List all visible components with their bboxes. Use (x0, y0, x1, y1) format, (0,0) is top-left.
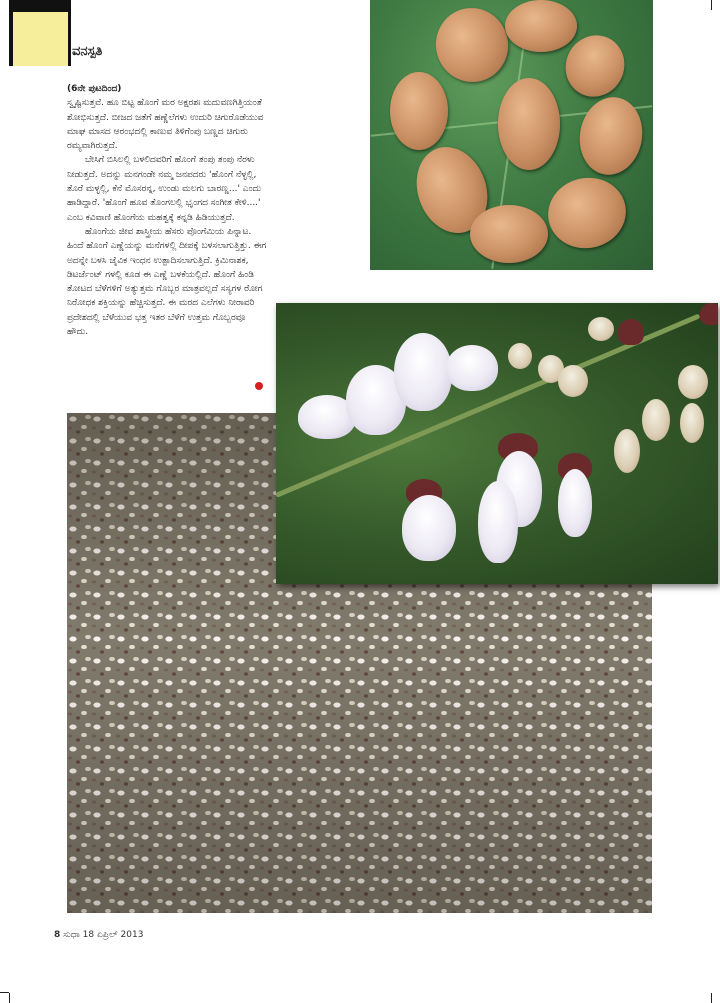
flower-petal (446, 345, 498, 391)
flower-petal (402, 495, 456, 561)
flower-bud (678, 365, 708, 399)
article-paragraph-3: ಹೊಂಗೆಯ ಜೀವ ಶಾಸ್ತ್ರೀಯ ಹೆಸರು ಪೊಂಗೆಮಿಯ ಪಿನ್ನಾಟ. ಹಿಂದೆ ಹೊಂಗೆ ಎಣ್ಣೆಯನ್ನು ಮನೆಗಳಲ್ಲಿ ದೀಪಕ್ಕೆ ಬಳಸಲಾಗುತ್ತಿತ್ತು. ಈಗ ಅದನ್ನೇ ಬಳಸಿ ಜೈವಿಕ ಇಂಧನ ಉತ್ಪಾದಿಸಲಾಗುತ್ತಿದೆ. ಕ್ರಿಮಿನಾಶಕ, ಡಿಟರ್ಜೆಂಟ್ ಗಳಲ್ಲಿ ಕೂಡ ಈ ಎಣ್ಣೆ ಬಳಕೆಯಲ್ಲಿದೆ. ಹೊಂಗೆ ಹಿಂಡಿ ತೋಟದ ಬೆಳೆಗಳಿಗೆ ಅತ್ಯುತ್ತಮ ಗೊಬ್ಬರ ಮಾತ್ರವಲ್ಲದೆ ಸಸ್ಯಗಳ ರೋಗ ನಿರೋಧಕ ಶಕ್ತಿಯನ್ನು ಹೆಚ್ಚಿಸುತ್ತದೆ. ಈ ಮರದ ಎಲೆಗಳು ನೀರಾವರಿ ಪ್ರದೇಶದಲ್ಲಿ ಬೆಳೆಯುವ ಭತ್ತ ಇತರ ಬೆಳೆಗೆ ಉತ್ತಮ ಗೊಬ್ಬರವೂ ಹೌದು. (67, 226, 267, 338)
crop-mark-top-right (711, 0, 712, 10)
page-number: 8 (54, 930, 61, 940)
flower-petal (478, 481, 518, 563)
issue-date: 18 ಏಪ್ರಿಲ್ 2013 (82, 930, 144, 940)
flower-bud (680, 403, 704, 443)
flower-bud (642, 399, 670, 441)
seed (574, 92, 649, 180)
flower-bud (558, 365, 588, 397)
page-footer (54, 930, 143, 940)
seed (390, 72, 448, 150)
flower-bud (614, 429, 640, 473)
crop-mark-bottom-left-v (9, 993, 10, 1003)
article-paragraph-1: ಸ್ವೃಷ್ಟಿಸುತ್ತವೆ. ಹೂ ಬಿಟ್ಟ ಹೊಂಗೆ ಮರ ಅಕ್ಷರಶಃ ಮದುವಣಗಿತ್ತಿಯಂತೆ ಶೋಭಿಸುತ್ತದೆ. ಬೀಜದ ಜತೆಗೆ ಹಣ್ಣೆಲೆಗಳು ಉದುರಿ ಚಿಗುರೊಡೆಯುವ ಮಾಘ ಮಾಸದ ಆರಂಭದಲ್ಲಿ ಕಾಣುವ ತಿಳಿಗೆಂಪು ಬಣ್ಣದ ಚಿಗುರು ರಮ್ಯವಾಗಿರುತ್ತದೆ. (67, 98, 264, 152)
flower-petal (558, 469, 592, 537)
article-end-mark (255, 382, 263, 390)
flower-petal (394, 333, 452, 411)
seed (470, 205, 548, 263)
pongamia-flowers-photo (276, 303, 718, 584)
seed (498, 78, 560, 170)
magazine-name: ಸುಧಾ (63, 930, 80, 940)
article-paragraph-2: ಬೇಸಿಗೆ ಬಿಸಿಲಲ್ಲಿ ಬಳಲಿದವರಿಗೆ ಹೊಂಗೆ ತಂಪು ತಂಪು ನೆರಳು ನೀಡುತ್ತದೆ. ಅದನ್ನು ಮನಗಂಡೇ ನಮ್ಮ ಜನಪದರು 'ಹೊಂಗೆ ನೆಳ್ಳಲ್ಲಿ, ತೊರೆ ಮಳ್ಳಲ್ಲಿ, ಕೆನೆ ಮೊಸರನ್ನ, ಉಂಡು ಮಲಗು ಬಾರಣ್ಣ...' ಎಂದು ಹಾಡಿದ್ದಾರೆ. 'ಹೊಂಗೆ ಹೂವ ತೊಂಗಲಲ್ಲಿ ಭೃಂಗದ ಸಂಗೀತ ಕೇಳಿ....' ಎಂಬ ಕವಿವಾಣಿ ಹೊಂಗೆಯ ಮಹತ್ವಕ್ಕೆ ಕನ್ನಡಿ ಹಿಡಿಯುತ್ತದೆ. (67, 155, 262, 223)
seed (428, 0, 517, 90)
continued-note: (6ನೇ ಪುಟದಿಂದ) (67, 84, 122, 94)
section-title: ವನಸ್ಪತಿ (72, 44, 103, 59)
flower-bud (508, 343, 532, 369)
article-body (67, 82, 267, 339)
seed (505, 0, 577, 52)
seed (542, 171, 633, 256)
flower-calyx (700, 303, 718, 325)
section-marker-inner (13, 12, 68, 66)
crop-mark-bottom-left (0, 992, 9, 993)
pongamia-seeds-photo (370, 0, 653, 270)
flower-bud (588, 317, 614, 341)
flower-calyx (618, 319, 644, 345)
crop-mark-bottom-right (711, 993, 712, 1003)
